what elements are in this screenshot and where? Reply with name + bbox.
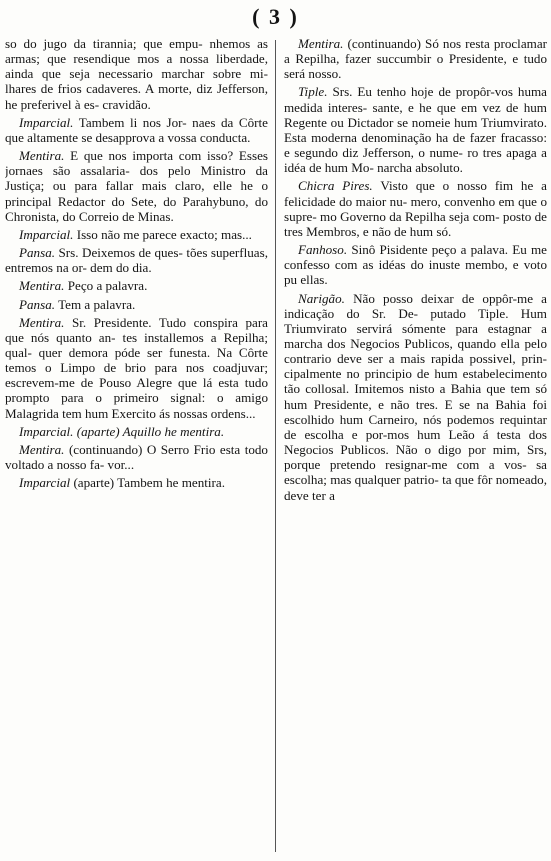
left-column: [5, 36, 268, 856]
dialogue-paragraph: [5, 475, 268, 490]
speaker-name: Narigão.: [298, 290, 345, 306]
dialogue-paragraph: [284, 36, 547, 81]
paragraph-text: Visto que o nosso fim he a felicidade do maior nu- mero, convenho em que o supre- mo Governo da Repilha seja com- posto de tres Membros, e não de hum só.: [284, 178, 547, 239]
paragraph-continuation: [5, 36, 268, 112]
dialogue-paragraph: [284, 242, 547, 287]
paragraph-text: (aparte) Aquillo he mentira.: [76, 423, 225, 439]
dialogue-paragraph: [5, 148, 268, 224]
dialogue-paragraph: [5, 227, 268, 242]
right-column: [284, 36, 547, 856]
speaker-name: Mentira.: [19, 314, 65, 330]
paragraph-text: Tem a palavra.: [58, 296, 136, 312]
page-number: ( 3 ): [252, 4, 299, 29]
paragraph-text: E que nos importa com isso? Esses jornaes são assalaria- dos pelo Ministro da Justiça; ou para fallar mais claro, elle he o principal Redactor do Sete, do Parahybuno, do Chronista, do Correio de Minas.: [5, 148, 268, 224]
paragraph-text: so do jugo da tirannia; que empu- nhemos as armas; que resendique mos a nossa liberdade, ainda que seja necessario marchar sobre mi- lhares de frios cadaveres. A morte, diz Jefferson, he preferivel à es- cravidão.: [5, 36, 268, 112]
dialogue-paragraph: [5, 115, 268, 145]
paragraph-text: Peço a palavra.: [67, 278, 148, 294]
speaker-name: Chicra Pires.: [298, 178, 373, 194]
dialogue-paragraph: [284, 178, 547, 239]
speaker-name: Mentira.: [19, 278, 65, 294]
dialogue-paragraph: [5, 442, 268, 472]
paragraph-text: Tambem li nos Jor- naes da Côrte que altamente se desapprova a vossa conducta.: [5, 114, 268, 145]
paragraph-text: (continuando) Só nos resta proclamar a Repilha, fazer succumbir o Presidente, e tudo será nosso.: [284, 36, 547, 82]
speaker-name: Pansa.: [19, 245, 56, 261]
dialogue-paragraph: [284, 291, 547, 503]
speaker-name: Fanhoso.: [298, 242, 348, 258]
speaker-name: Imparcial.: [19, 114, 74, 130]
paragraph-text: Srs. Deixemos de ques- tões superfluas, entremos na or- dem do dia.: [5, 245, 268, 276]
paragraph-text: Sr. Presidente. Tudo conspira para que nós quanto an- tes installemos a Repilha; qual- quer demora póde ser funesta. Na Côrte temos o Limpo de brio para nos coadjuvar; escrevem-me de Pouso Alegre que lá esta tudo prompto para o primeiro signal: o amigo Malagrida tem hum Exercito ás nossas ordens...: [5, 314, 268, 421]
column-divider: [275, 40, 276, 852]
paragraph-text: (continuando) O Serro Frio esta todo voltado a nosso fa- vor...: [5, 441, 268, 473]
dialogue-paragraph: [5, 297, 268, 312]
speaker-name: Mentira.: [19, 148, 65, 164]
paragraph-text: Sinô Pisidente peço a palava. Eu me confesso com as idéas do inuste membo, e voto pu ellas.: [284, 242, 547, 288]
speaker-name: Pansa.: [19, 296, 56, 312]
speaker-name: Mentira.: [19, 441, 65, 457]
dialogue-paragraph: [5, 315, 268, 421]
paragraph-text: Isso não me parece exacto; mas...: [76, 226, 252, 242]
paragraph-text: Srs. Eu tenho hoje de propôr-vos huma medida interes- sante, e he que em vez de hum Regente ou Dictador se nomeie hum Triumvirato. Esta moderna denominação ha de fazer fracasso: e segundo diz Jefferson, o nume- ro tres apaga a idéa de hum Mo- narcha absoluto.: [284, 84, 547, 176]
dialogue-paragraph: [5, 424, 268, 439]
speaker-name: Mentira.: [298, 36, 344, 51]
speaker-name: Imparcial.: [19, 423, 74, 439]
speaker-name: Imparcial: [19, 475, 71, 491]
dialogue-paragraph: [5, 245, 268, 275]
paragraph-text: Não posso deixar de oppôr-me a indicação do Sr. De- putado Tiple. Hum Triumvirato servirá sómente para estagnar a marcha dos Negocios Publicos, quando ella pelo contrario deve ser a mais rapida possivel, prin- cipalmente no principio de hum estabelecimento tão collosal. Imitemos nisto a Bahia que tem só hum Presidente, e não tres. E se na Bahia foi escolhido hum Carneiro, nós podemos requintar de escolha e por-mos hum Leão á testa dos Negocios Publicos. Não o digo por mim, Srs, porque pretendo resignar-me com a vos- sa escolha; mas qualquer patrio- ta que fôr nomeado, deve ter a: [284, 290, 547, 503]
speaker-name: Imparcial.: [19, 226, 74, 242]
dialogue-paragraph: [284, 84, 547, 175]
speaker-name: Tiple.: [298, 84, 328, 100]
dialogue-paragraph: [5, 278, 268, 293]
paragraph-text: (aparte) Tambem he mentira.: [73, 475, 225, 491]
